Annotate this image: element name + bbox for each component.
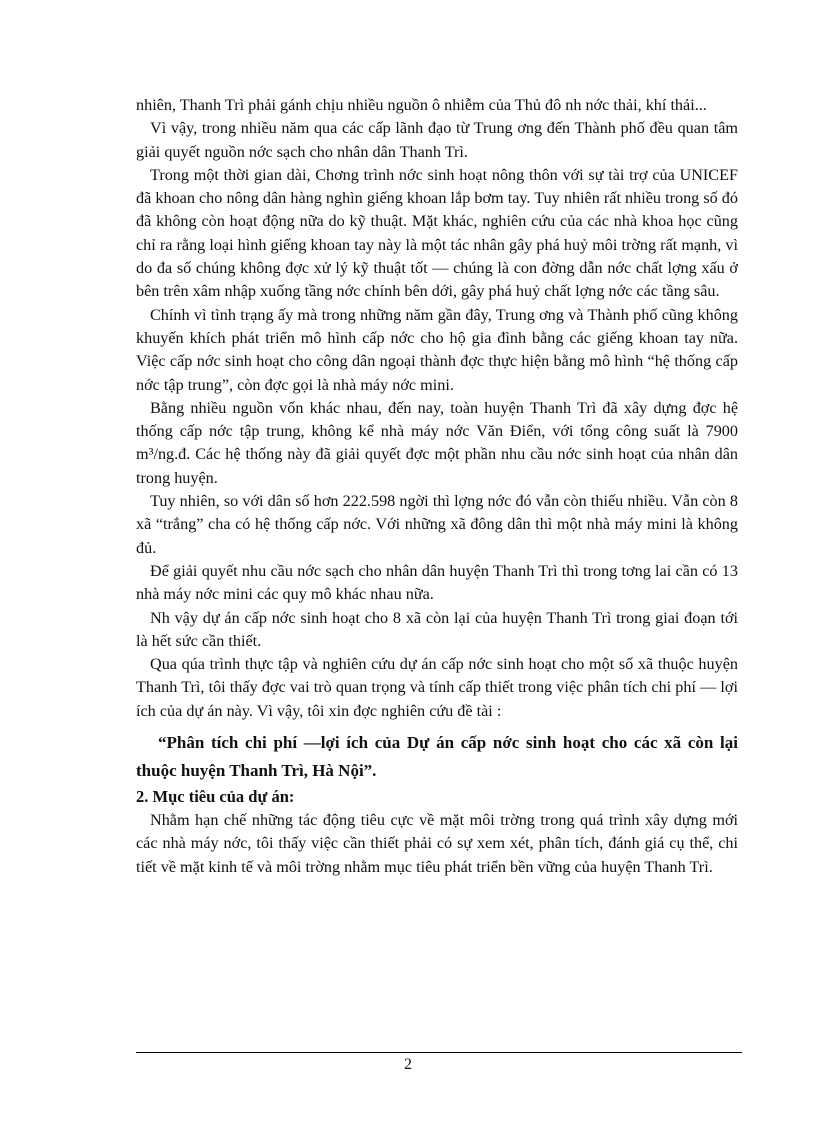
section-heading: 2. Mục tiêu của dự án: [136, 787, 295, 807]
page-number: 2 [404, 1056, 412, 1073]
page-body [136, 94, 738, 879]
paragraph-capacity: Bằng nhiều nguồn vốn khác nhau, đến nay, toàn huyện Thanh Trì đã xây dựng đợc hệ thống cấp nớc tập trung, không kể nhà máy nớc Văn Điển, với tổng công suất là 7900 m³/ng.đ. Các hệ thống này đã giải quyết đợc một phần nhu cầu nớc sinh hoạt của nhân dân trong huyện. [136, 398, 738, 487]
paragraph-unicef-wells: Trong một thời gian dài, Chơng trình nớc sinh hoạt nông thôn với sự tài trợ của UNICEF đã khoan cho nông dân hàng nghìn giếng khoan lắp bơm tay. Tuy nhiên rất nhiều trong số đó đã không còn hoạt động nữa do kỹ thuật. Mặt khác, nghiên cứu của các nhà khoa học cũng chỉ ra rằng loại hình giếng khoan tay này là một tác nhân gây phá huỷ môi trờng rất mạnh, vì do đa số chúng không đợc xử lý kỹ thuật tốt — chúng là con đờng dẫn nớc chất lợng xấu ở bên trên xâm nhập xuống tầng nớc chính bên dới, gây phá huỷ chất lợng nớc các tầng sâu. [136, 165, 738, 301]
thesis-title: “Phân tích chi phí —lợi ích của Dự án cấp nớc sinh hoạt cho các xã còn lại thuộc huyện Thanh Trì, Hà Nội”. [136, 733, 738, 781]
paragraph-population: Tuy nhiên, so với dân số hơn 222.598 ngời thì lợng nớc đó vẫn còn thiếu nhiều. Vẫn còn 8 xã “trắng” cha có hệ thống cấp nớc. Với những xã đông dân thì một nhà máy mini là không đủ. [136, 492, 738, 557]
paragraph-research: Qua qúa trình thực tập và nghiên cứu dự án cấp nớc sinh hoạt cho một số xã thuộc huyện Thanh Trì, tôi thấy đợc vai trò quan trọng và tính cấp thiết trong việc phân tích chi phí — lợi ích của dự án này. Vì vậy, tôi xin đợc nghiên cứu đề tài : [136, 655, 738, 720]
paragraph-continuation: nhiên, Thanh Trì phải gánh chịu nhiều nguồn ô nhiễm của Thủ đô nh nớc thải, khí thải... [136, 96, 707, 114]
paragraph-leadership: Vì vậy, trong nhiều năm qua các cấp lãnh đạo từ Trung ơng đến Thành phố đều quan tâm giải quyết nguồn nớc sạch cho nhân dân Thanh Trì. [136, 119, 738, 161]
paragraph-necessity: Nh vậy dự án cấp nớc sinh hoạt cho 8 xã còn lại của huyện Thanh Trì trong giai đoạn tới là hết sức cần thiết. [136, 608, 738, 650]
paragraph-future-plants: Để giải quyết nhu cầu nớc sạch cho nhân dân huyện Thanh Trì thì trong tơng lai cần có 13 nhà máy nớc mini các quy mô khác nhau nữa. [136, 561, 738, 604]
footer-rule [136, 1052, 742, 1053]
section-paragraph: Nhằm hạn chế những tác động tiêu cực về mặt môi trờng trong quá trình xây dựng mới các nhà máy nớc, tôi thấy việc cần thiết phải có sự xem xét, phân tích, đánh giá cụ thể, chi tiết về mặt kinh tế và môi trờng nhằm mục tiêu phát triển bền vững của huyện Thanh Trì. [136, 811, 738, 876]
paragraph-policy: Chính vì tình trạng ấy mà trong những năm gần đây, Trung ơng và Thành phố cũng không khuyến khích phát triển mô hình cấp nớc cho hộ gia đình bằng các giếng khoan tay nữa. Việc cấp nớc sinh hoạt cho công dân ngoại thành đợc thực hiện bằng mô hình “hệ thống cấp nớc tập trung”, còn đợc gọi là nhà máy nớc mini. [136, 305, 738, 394]
